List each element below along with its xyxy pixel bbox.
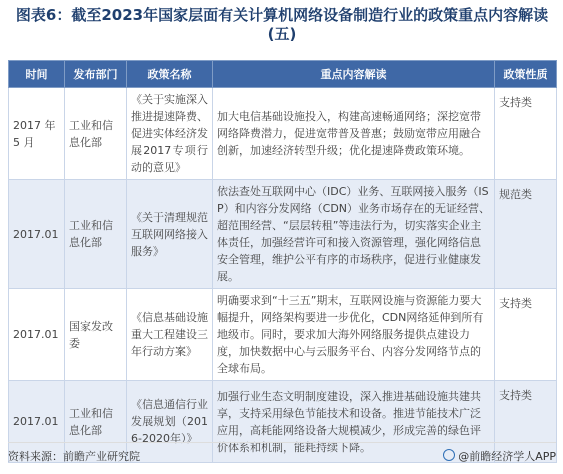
cell-time: 2017.01 [9,180,65,289]
cell-nature: 支持类 [495,381,557,463]
header-time: 时间 [9,61,65,88]
cell-content: 加强行业生态文明制度建设，深入推进基础设施共建共享，支持采用绿色节能技术和设备。推进节能技术广泛应用，高耗能网络设备大规模减少，形成完善的绿色评价体系和机制，能耗持续下降。 [213,381,495,463]
cell-time: 2017.01 [9,289,65,381]
cell-nature: 规范类 [495,180,557,289]
cell-dept: 工业和信息化部 [65,180,127,289]
cell-name: 《关于实施深入推进提速降费、促进实体经济发展2017专项行动的意见》 [127,88,213,180]
header-content: 重点内容解读 [213,61,495,88]
cell-name: 《信息基础设施重大工程建设三年行动方案》 [127,289,213,381]
cell-nature: 支持类 [495,88,557,180]
cell-name: 《关于清理规范互联网网络接入服务》 [127,180,213,289]
cell-content: 明确要求到“十三五”期末，互联网设施与资源能力要大幅提升，网络架构要进一步优化，CDN网络延伸到所有地级市。同时，要求加大海外网络服务提供点建设力度，加快数据中心与云服务平台、内容分发网络节点的全球布局。 [213,289,495,381]
cell-time: 2017.01 [9,381,65,463]
table-row [9,289,557,381]
header-dept: 发布部门 [65,61,127,88]
brand-credit [443,448,556,464]
source-note: 资料来源：前瞻产业研究院 [8,450,140,463]
cell-name: 《信息通信行业发展规划（2016-2020年）》 [127,381,213,463]
cell-dept: 工业和信息化部 [65,381,127,463]
header-name: 政策名称 [127,61,213,88]
header-nature: 政策性质 [495,61,557,88]
cell-dept: 工业和信息化部 [65,88,127,180]
table-header-row [9,61,557,88]
cell-content: 依法查处互联网中心（IDC）业务、互联网接入服务（ISP）和内容分发网络（CDN）业务市场存在的无证经营、超范围经营、“层层转租”等违法行为，切实落实企业主体责任，加强经营许可和接入资源管理，强化网络信息安全管理，维护公平有序的市场秩序，促进行业健康发展。 [213,180,495,289]
table-row [9,88,557,180]
policy-table [8,60,557,463]
cell-dept: 国家发改委 [65,289,127,381]
brand-logo-icon [443,449,455,461]
table-row [9,180,557,289]
cell-time: 2017 年 5 月 [9,88,65,180]
cell-content: 加大电信基础设施投入，构建高速畅通网络；深挖宽带网络降费潜力，促进宽带普及普惠；鼓励宽带应用融合创新，加速经济转型升级；优化提速降费政策环境。 [213,88,495,180]
footer [8,442,556,465]
cell-nature: 支持类 [495,289,557,381]
figure-title: 图表6：截至2023年国家层面有关计算机网络设备制造行业的政策重点内容解读(五) [15,6,549,43]
brand-text: @前瞻经济学人APP [458,450,556,463]
